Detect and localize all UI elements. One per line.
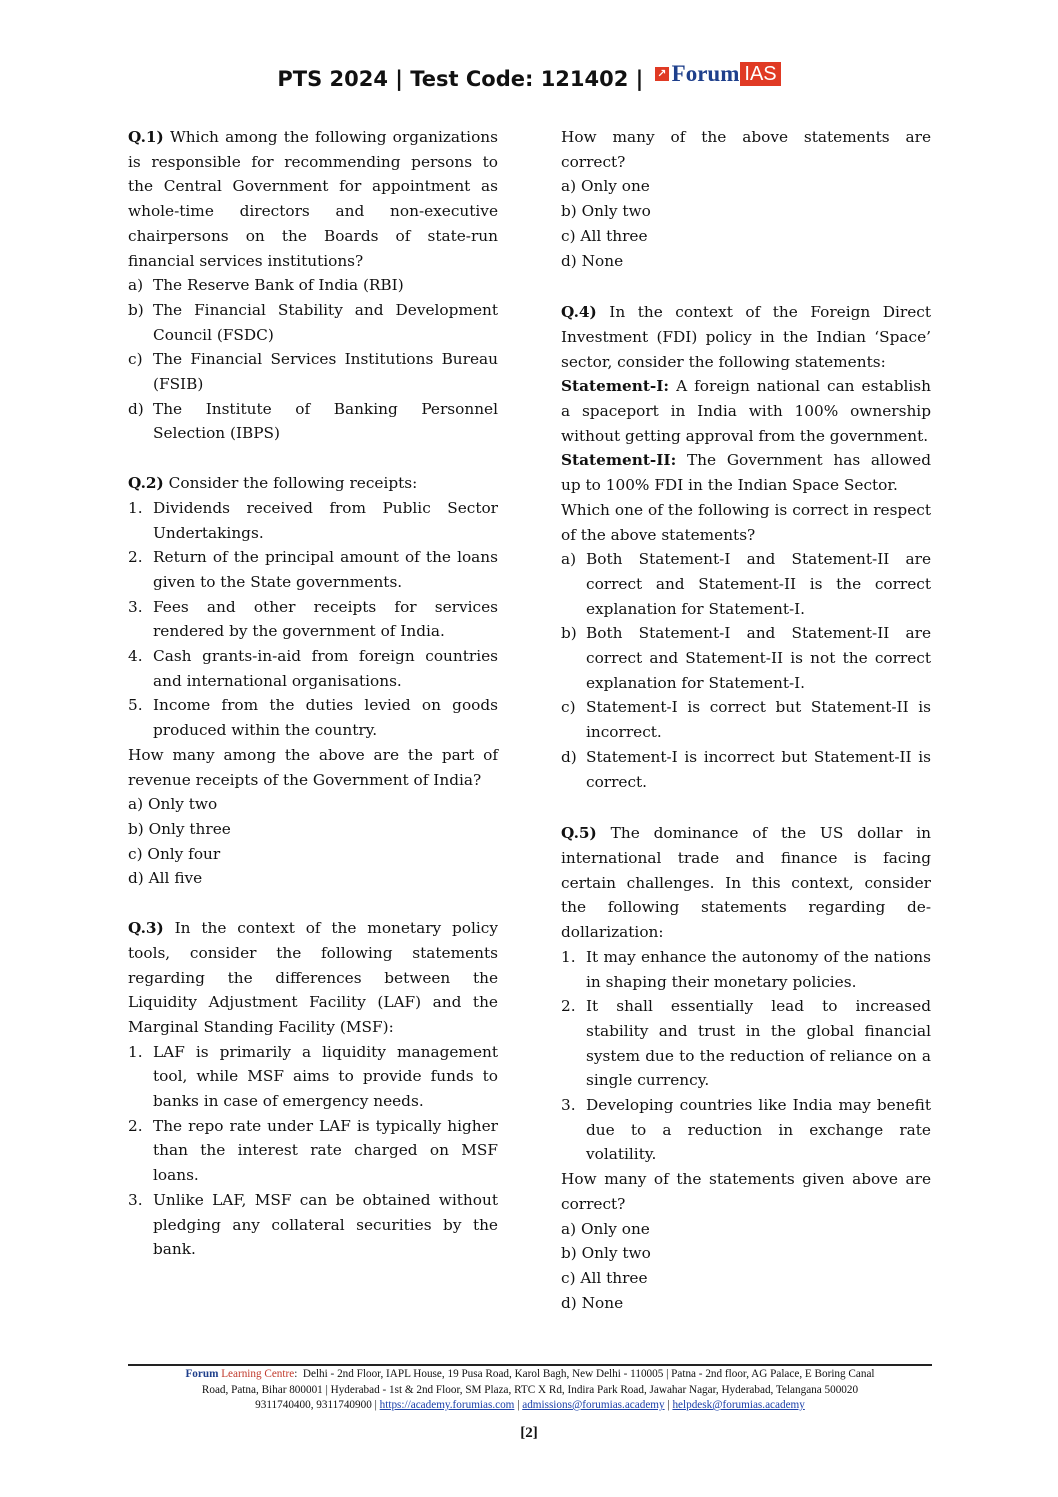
list-item — [128, 545, 498, 594]
item-text: Return of the principal amount of the loans given to the State governments. — [153, 548, 498, 591]
item-number: 2. — [561, 997, 576, 1016]
option-text: Both Statement-I and Statement-II are correct and Statement-II is not the correct explanation for Statement-I. — [586, 624, 931, 692]
question-4-text: In the context of the Foreign Direct Investment (FDI) policy in the Indian ‘Space’ sector, consider the following statements: — [561, 303, 931, 371]
item-number: 2. — [128, 1116, 143, 1135]
question-2-prompt: How many among the above are the part of revenue receipts of the Government of India? — [128, 745, 498, 789]
question-3-continued — [561, 125, 931, 273]
question-3-prompt: How many of the above statements are correct? — [561, 128, 931, 171]
option-item — [561, 547, 931, 621]
option-text: Statement-I is incorrect but Statement-II is correct. — [586, 747, 931, 791]
page-number: [2] — [520, 1425, 538, 1441]
forumias-logo — [655, 57, 781, 91]
option-label: c) — [128, 350, 143, 369]
logo-ias-text: IAS — [740, 62, 780, 86]
option-text: d) None — [561, 1293, 624, 1312]
item-number: 3. — [128, 1190, 143, 1209]
question-1-stem — [128, 125, 498, 273]
item-text: Dividends received from Public Sector Undertakings. — [153, 498, 498, 542]
item-number: 3. — [561, 1096, 576, 1115]
option-item — [128, 273, 498, 298]
statement-2 — [561, 448, 931, 497]
option-text: d) All five — [128, 869, 203, 888]
item-text: LAF is primarily a liquidity management tool, while MSF aims to provide funds to banks in case of emergency needs. — [153, 1042, 498, 1111]
admissions-email-link[interactable]: admissions@forumias.academy — [522, 1399, 665, 1411]
statement-1-text: A foreign national can establish a spaceport in India with 100% ownership without getting approval from the government. — [561, 377, 931, 445]
option-text: c) Only four — [128, 844, 221, 863]
list-item — [561, 994, 931, 1093]
page-footer — [120, 1367, 940, 1414]
item-text: Income from the duties levied on goods produced within the country. — [153, 696, 498, 740]
option-label: d) — [128, 399, 144, 418]
option-item — [561, 621, 931, 695]
item-number: 1. — [561, 947, 576, 966]
question-4-prompt: Which one of the following is correct in respect of the above statements? — [561, 500, 931, 544]
question-2-stem — [128, 471, 498, 496]
option-item — [561, 695, 931, 744]
item-number: 3. — [128, 597, 143, 616]
item-text: Fees and other receipts for services rendered by the government of India. — [153, 597, 498, 641]
question-5-number: Q.5) — [561, 824, 597, 843]
option-text: b) Only two — [561, 202, 651, 221]
option-text: c) All three — [561, 1268, 648, 1287]
question-4-number: Q.4) — [561, 303, 597, 322]
list-item — [128, 644, 498, 693]
footer-separator: | — [517, 1399, 520, 1411]
footer-phones: 9311740400, 9311740900 | — [255, 1399, 377, 1411]
item-number: 4. — [128, 647, 143, 666]
option-label: a) — [128, 276, 144, 295]
option-text: Statement-I is correct but Statement-II is incorrect. — [586, 698, 931, 742]
list-item — [561, 945, 931, 994]
option-label: a) — [561, 550, 577, 569]
item-text: Unlike LAF, MSF can be obtained without pledging any collateral securities by the bank. — [153, 1190, 498, 1259]
left-column — [128, 125, 498, 1262]
question-2-number: Q.2) — [128, 474, 164, 493]
option-label: c) — [561, 698, 576, 717]
item-number: 1. — [128, 1042, 143, 1061]
option-text: a) Only one — [561, 1219, 650, 1238]
question-4 — [561, 300, 931, 794]
option-item — [561, 745, 931, 794]
academy-link[interactable]: https://academy.forumias.com — [379, 1399, 515, 1411]
option-text: The Financial Services Institutions Bureau (FSIB) — [153, 350, 498, 394]
footer-divider — [128, 1364, 932, 1366]
statement-1 — [561, 374, 931, 448]
footer-brand-rest: Learning Centre — [221, 1368, 295, 1380]
option-text: c) All three — [561, 226, 648, 245]
statement-2-text: The Government has allowed up to 100% FDI in the Indian Space Sector. — [561, 451, 931, 495]
footer-colon: : — [294, 1368, 298, 1380]
helpdesk-email-link[interactable]: helpdesk@forumias.academy — [672, 1399, 805, 1411]
arrow-icon: ↗ — [655, 67, 669, 81]
question-5 — [561, 821, 931, 1315]
question-3-text: In the context of the monetary policy tools, consider the following statements regarding the differences between the Liquidity Adjustment Facility (LAF) and the Marginal Standing Facility (MSF): — [128, 919, 498, 1036]
statement-1-label: Statement-I: — [561, 377, 670, 396]
item-text: Developing countries like India may benefit due to a reduction in exchange rate volatility. — [586, 1096, 931, 1164]
header-title: PTS 2024 | Test Code: 121402 | — [277, 67, 644, 91]
question-2-text: Consider the following receipts: — [168, 474, 418, 493]
question-1-text: Which among the following organizations is responsible for recommending persons to the Central Government for appointment as whole-time directors and non-executive chairpersons on the Boards of state-run financial services institutions? — [128, 128, 498, 270]
item-number: 1. — [128, 498, 143, 517]
question-4-stem — [561, 300, 931, 374]
option-text: The Reserve Bank of India (RBI) — [153, 276, 404, 295]
option-text: a) Only one — [561, 177, 650, 196]
page-header — [0, 62, 1058, 97]
option-text: The Institute of Banking Personnel Selection (IBPS) — [153, 399, 498, 443]
list-item — [561, 1093, 931, 1167]
list-item — [128, 693, 498, 742]
item-text: It may enhance the autonomy of the nations in shaping their monetary policies. — [586, 947, 931, 991]
option-label: d) — [561, 747, 577, 766]
footer-separator: | — [667, 1399, 670, 1411]
option-text: b) Only three — [128, 819, 231, 838]
option-text: b) Only two — [561, 1244, 651, 1263]
item-text: Cash grants-in-aid from foreign countries and international organisations. — [153, 647, 498, 690]
option-text: d) None — [561, 251, 624, 270]
item-number: 5. — [128, 696, 143, 715]
question-5-stem — [561, 821, 931, 945]
item-number: 2. — [128, 548, 143, 567]
question-5-text: The dominance of the US dollar in international trade and finance is facing certain challenges. In this context, consider the following statements regarding de-dollarization: — [561, 824, 931, 942]
question-3-number: Q.3) — [128, 919, 164, 938]
option-text: Both Statement-I and Statement-II are correct and Statement-II is the correct explanation for Statement-I. — [586, 550, 931, 618]
question-5-prompt: How many of the statements given above are correct? — [561, 1170, 931, 1213]
list-item — [128, 1040, 498, 1114]
option-item — [128, 397, 498, 446]
item-text: It shall essentially lead to increased stability and trust in the global financial system due to the reduction of reliance on a single currency. — [586, 997, 931, 1090]
list-item — [128, 496, 498, 545]
footer-brand-forum: Forum — [185, 1368, 219, 1380]
footer-address-2: Road, Patna, Bihar 800001 | Hyderabad - 1st & 2nd Floor, SM Plaza, RTC X Rd, Indira Park Road, Jawahar Nagar, Hyderabad, Telangana 500020 — [201, 1383, 859, 1396]
question-1 — [128, 125, 498, 446]
question-2 — [128, 471, 498, 891]
option-label: b) — [128, 300, 144, 319]
option-text: The Financial Stability and Development Council (FSDC) — [153, 300, 498, 344]
option-label: b) — [561, 624, 577, 643]
statement-2-label: Statement-II: — [561, 451, 677, 470]
question-3-stem — [128, 916, 498, 1040]
item-text: The repo rate under LAF is typically higher than the interest rate charged on MSF loans. — [153, 1116, 498, 1185]
list-item — [128, 595, 498, 644]
option-text: a) Only two — [128, 795, 218, 814]
option-item — [128, 298, 498, 347]
question-1-number: Q.1) — [128, 128, 164, 146]
list-item — [128, 1188, 498, 1262]
footer-address-1: Delhi - 2nd Floor, IAPL House, 19 Pusa Road, Karol Bagh, New Delhi - 110005 | Patna - 2nd floor, AG Palace, E Boring Canal — [302, 1368, 875, 1380]
list-item — [128, 1114, 498, 1188]
right-column — [561, 125, 931, 1315]
logo-forum-text: Forum — [671, 61, 740, 86]
question-3 — [128, 916, 498, 1262]
option-item — [128, 347, 498, 396]
